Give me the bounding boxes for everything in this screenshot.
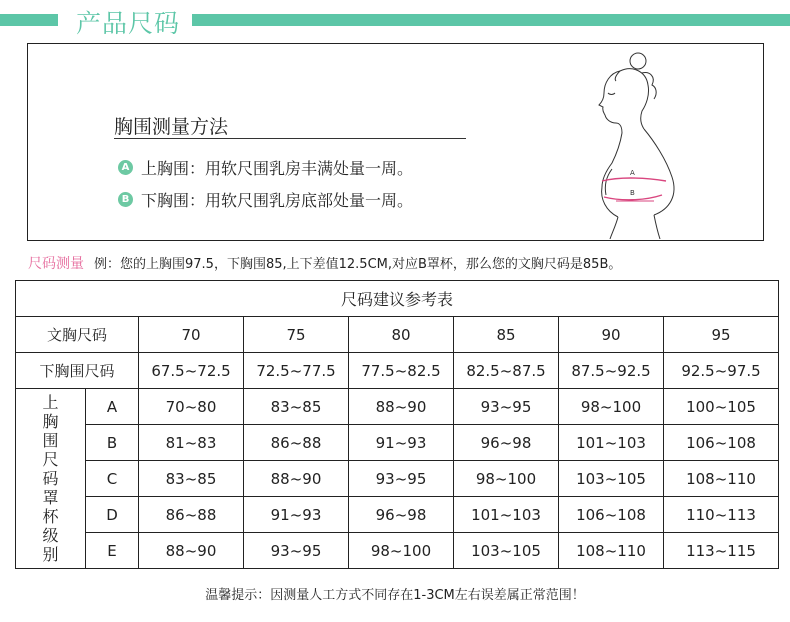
cup-row [16,389,779,425]
bra-size-cell: 70 [139,317,244,353]
woman-silhouette-illustration [558,49,718,239]
example-text: 例：您的上胸围97.5，下胸围85,上下差值12.5CM,对应B罩杯，那么您的文胸尺码是85B。 [94,257,622,272]
cup-group-char: 级 [42,526,59,545]
cup-cell: 93~95 [454,389,559,425]
cup-letter: B [86,425,139,461]
cup-cell: 86~88 [244,425,349,461]
figure-mark-a: A [630,169,635,177]
measure-title: 胸围测量方法 [114,116,229,138]
measure-example [28,253,621,273]
underbust-cell: 67.5~72.5 [139,353,244,389]
cup-cell: 100~105 [664,389,779,425]
underbust-cell: 77.5~82.5 [349,353,454,389]
badge-a-icon: A [118,160,133,175]
badge-b-icon: B [118,192,133,207]
cup-group-char: 上 [42,393,59,412]
cup-group-char: 罩 [42,488,59,507]
header-bar-left [0,14,58,26]
cup-cell: 101~103 [559,425,664,461]
bra-size-cell: 80 [349,317,454,353]
cup-cell: 103~105 [559,461,664,497]
cup-row [16,497,779,533]
cup-row [16,425,779,461]
cup-cell: 88~90 [139,533,244,569]
cup-cell: 103~105 [454,533,559,569]
upper-bust-instruction [118,156,413,179]
underbust-row [16,353,779,389]
section-title: 产品尺码 [76,9,181,38]
cup-cell: 86~88 [139,497,244,533]
cup-group-char: 码 [42,469,59,488]
cup-row [16,533,779,569]
cup-group-char: 围 [42,431,59,450]
example-label: 尺码测量 [28,256,84,272]
cup-cell: 88~90 [244,461,349,497]
tip-note: 温馨提示：因测量人工方式不同存在1-3CM左右误差属正常范围！ [205,588,585,603]
underbust-cell: 82.5~87.5 [454,353,559,389]
cup-row [16,461,779,497]
cup-letter: C [86,461,139,497]
cup-cell: 113~115 [664,533,779,569]
figure-mark-b: B [630,189,635,197]
cup-cell: 98~100 [454,461,559,497]
cup-cell: 106~108 [559,497,664,533]
cup-cell: 83~85 [244,389,349,425]
cup-group-char: 尺 [42,450,59,469]
cup-cell: 108~110 [559,533,664,569]
bra-size-cell: 85 [454,317,559,353]
cup-letter: D [86,497,139,533]
cup-cell: 83~85 [139,461,244,497]
underbust-cell: 92.5~97.5 [664,353,779,389]
cup-cell: 106~108 [664,425,779,461]
table-caption: 尺码建议参考表 [16,281,779,317]
cup-cell: 93~95 [244,533,349,569]
cup-group-char: 别 [42,545,59,564]
cup-letter: E [86,533,139,569]
size-chart-table [15,280,779,569]
cup-group-label [16,389,86,569]
cup-cell: 70~80 [139,389,244,425]
cup-cell: 96~98 [349,497,454,533]
measure-title-underline [114,138,466,139]
cup-group-char: 胸 [42,412,59,431]
cup-cell: 98~100 [349,533,454,569]
cup-cell: 91~93 [349,425,454,461]
cup-cell: 81~83 [139,425,244,461]
bra-size-row [16,317,779,353]
lower-bust-instruction [118,188,413,211]
cup-cell: 88~90 [349,389,454,425]
bra-size-cell: 90 [559,317,664,353]
cup-cell: 108~110 [664,461,779,497]
cup-cell: 101~103 [454,497,559,533]
underbust-label: 下胸围尺码 [16,353,139,389]
cup-cell: 91~93 [244,497,349,533]
cup-cell: 98~100 [559,389,664,425]
cup-letter: A [86,389,139,425]
measure-method-box [27,43,764,241]
bra-size-cell: 95 [664,317,779,353]
cup-cell: 110~113 [664,497,779,533]
cup-cell: 96~98 [454,425,559,461]
upper-bust-text: 上胸围：用软尺围乳房丰满处量一周。 [141,159,414,178]
bra-size-cell: 75 [244,317,349,353]
underbust-cell: 72.5~77.5 [244,353,349,389]
cup-group-char: 杯 [42,507,59,526]
lower-bust-text: 下胸围：用软尺围乳房底部处量一周。 [141,191,414,210]
underbust-cell: 87.5~92.5 [559,353,664,389]
header-bar-right [192,14,790,26]
bra-size-label: 文胸尺码 [16,317,139,353]
cup-cell: 93~95 [349,461,454,497]
